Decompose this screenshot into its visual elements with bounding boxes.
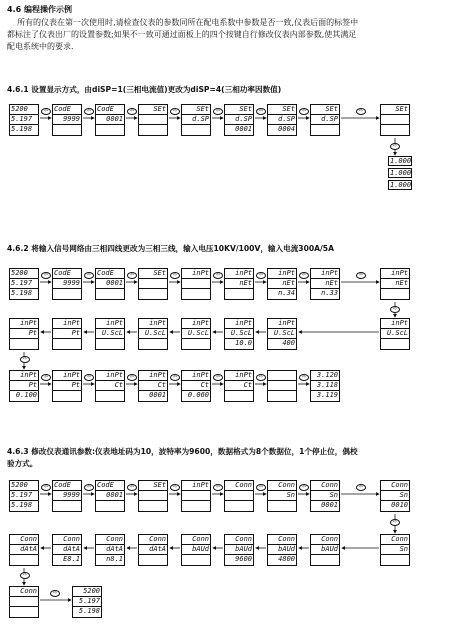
display-panel: CodE 0001: [95, 104, 125, 136]
display-panel: inPt Ct: [95, 370, 125, 402]
key-button-icon: ⇦: [41, 272, 51, 279]
display-panel: Conn dAtA: [9, 534, 39, 566]
display-panel: inPt nEt n.33: [310, 268, 340, 300]
display-panel: SEt d.SP: [310, 104, 340, 136]
display-panel: inPt nEt n.34: [267, 268, 297, 300]
display-panel: Conn dAtA E8.1: [52, 534, 82, 566]
key-button-icon: ⇦: [41, 108, 51, 115]
key-button-icon: ⇨: [170, 108, 180, 115]
key-button-icon: ⇦: [84, 272, 94, 279]
display-panel: [267, 370, 297, 402]
key-button-icon: ⇨: [50, 590, 60, 597]
display-panel: inPt Pt: [52, 318, 82, 350]
display-panel: SEt d.SP 0004: [267, 104, 297, 136]
example-2-title: 4.6.2 将输入信号网络由三相四线更改为三相三线，输入电压10KV/100V，输入电流300A/5A: [7, 244, 334, 253]
intro-line-1: 所有的仪表在第一次使用时,请检查仪表的参数同所在配电系数中参数是否一致,仪表后面的标签中: [17, 18, 359, 27]
key-button-icon: ⇦: [127, 272, 137, 279]
display-panel: SEt: [138, 104, 168, 136]
display-panel: SEt: [138, 268, 168, 300]
key-button-icon: ⇦: [127, 374, 137, 381]
key-button-icon: ⇨: [256, 374, 266, 381]
display-panel: inPt nEt: [380, 268, 410, 300]
display-panel: inPt U.ScL: [181, 318, 211, 350]
key-button-icon: ⇦: [256, 108, 266, 115]
key-button-icon: ⇨: [170, 484, 180, 491]
key-button-icon: ⇨: [390, 306, 400, 313]
display-panel: SEt d.SP: [181, 104, 211, 136]
result-display: 1.000 1.000 1.000: [390, 157, 412, 189]
intro-line-2: 都标注了仪表出厂的设置参数;如果不一致可通过面板上的四个按键自行修改仪表内部参数,使其满足: [7, 30, 357, 39]
key-button-icon: ⇦: [356, 272, 366, 279]
key-button-icon: ⇨: [390, 143, 400, 150]
display-panel: 5200 5.197 5.198: [9, 268, 39, 300]
key-button-icon: ⇦: [41, 484, 51, 491]
key-button-icon: ⇦: [356, 484, 366, 491]
key-button-icon: ⇦: [213, 272, 223, 279]
key-button-icon: ⇦: [127, 108, 137, 115]
display-panel: CodE 0001: [95, 268, 125, 300]
display-panel: inPt U.ScL: [380, 318, 410, 350]
display-panel: inPt U.ScL: [95, 318, 125, 350]
display-panel: 5200 5.197 5.198: [9, 480, 39, 512]
display-panel: Conn Sn 0001: [310, 480, 340, 512]
key-button-icon: ⇦: [299, 272, 309, 279]
display-panel: SEt d.SP 0001: [224, 104, 254, 136]
display-panel: 5200 5.197 5.198: [72, 586, 102, 618]
key-button-icon: ⇦: [41, 374, 51, 381]
intro-line-3: 配电系统中的要求.: [7, 42, 74, 51]
display-panel: CodE 9999: [52, 480, 82, 512]
display-panel: inPt Ct 0.060: [181, 370, 211, 402]
key-button-icon: ⇦: [84, 108, 94, 115]
key-button-icon: ⇦: [127, 484, 137, 491]
display-panel: Conn bAUd: [181, 534, 211, 566]
display-panel: CodE 0001: [95, 480, 125, 512]
key-button-icon: ⇦: [84, 374, 94, 381]
key-button-icon: ⇦: [213, 374, 223, 381]
display-panel: Conn dAtA: [138, 534, 168, 566]
display-panel: inPt U.ScL 10.0: [224, 318, 254, 350]
key-button-icon: ⇨: [390, 519, 400, 526]
display-panel: CodE 9999: [52, 268, 82, 300]
display-panel: inPt Pt: [9, 318, 39, 350]
display-panel: inPt Ct 0001: [138, 370, 168, 402]
key-button-icon: ⇦: [84, 484, 94, 491]
display-panel: inPt: [181, 480, 211, 512]
example-3-title-1: 4.6.3 修改仪表通讯参数:仪表地址码为10，波特率为9600，数据格式为8个数据位，1个停止位，偶校: [7, 447, 358, 456]
key-button-icon: ⇦: [170, 374, 180, 381]
key-button-icon: ⇨: [356, 108, 366, 115]
display-panel: inPt U.ScL 400: [267, 318, 297, 350]
key-button-icon: ⇦: [256, 272, 266, 279]
display-panel: 5200 5.197 5.198: [9, 104, 39, 136]
display-panel: Conn: [224, 480, 254, 512]
key-button-icon: ⇦: [299, 108, 309, 115]
display-panel: SEt: [138, 480, 168, 512]
display-panel: inPt: [181, 268, 211, 300]
display-panel: 3.120 3.118 3.119: [310, 370, 340, 402]
key-button-icon: ⇦: [213, 108, 223, 115]
key-button-icon: ⇨: [299, 374, 309, 381]
display-panel: Conn: [9, 586, 39, 618]
display-panel: Conn bAUd 4800: [267, 534, 297, 566]
section-title: 4.6 编程操作示例: [7, 5, 72, 14]
key-button-icon: ⇨: [20, 356, 30, 363]
display-panel: CodE 9999: [52, 104, 82, 136]
display-panel: inPt Pt 0.100: [9, 370, 39, 402]
display-panel: Conn bAUd 9600: [224, 534, 254, 566]
key-button-icon: ⇨: [20, 572, 30, 579]
display-panel: inPt nEt: [224, 268, 254, 300]
display-panel: Conn Sn: [380, 534, 410, 566]
display-panel: Conn bAUd: [310, 534, 340, 566]
display-panel: inPt Pt: [52, 370, 82, 402]
example-3-title-2: 验方式。: [7, 459, 38, 468]
display-panel: inPt U.ScL: [138, 318, 168, 350]
display-panel: inPt Ct: [224, 370, 254, 402]
display-panel: SEt: [380, 104, 410, 136]
key-button-icon: ⇨: [170, 272, 180, 279]
key-button-icon: ⇦: [213, 484, 223, 491]
display-panel: Conn Sn 0010: [380, 480, 410, 512]
display-panel: Conn Sn: [267, 480, 297, 512]
display-panel: Conn dAtA n8.1: [95, 534, 125, 566]
key-button-icon: ⇦: [299, 484, 309, 491]
key-button-icon: ⇦: [256, 484, 266, 491]
example-1-title: 4.6.1 设置显示方式，由diSP=1(三相电流值)更改为diSP=4(三相功率因数值): [7, 85, 282, 94]
